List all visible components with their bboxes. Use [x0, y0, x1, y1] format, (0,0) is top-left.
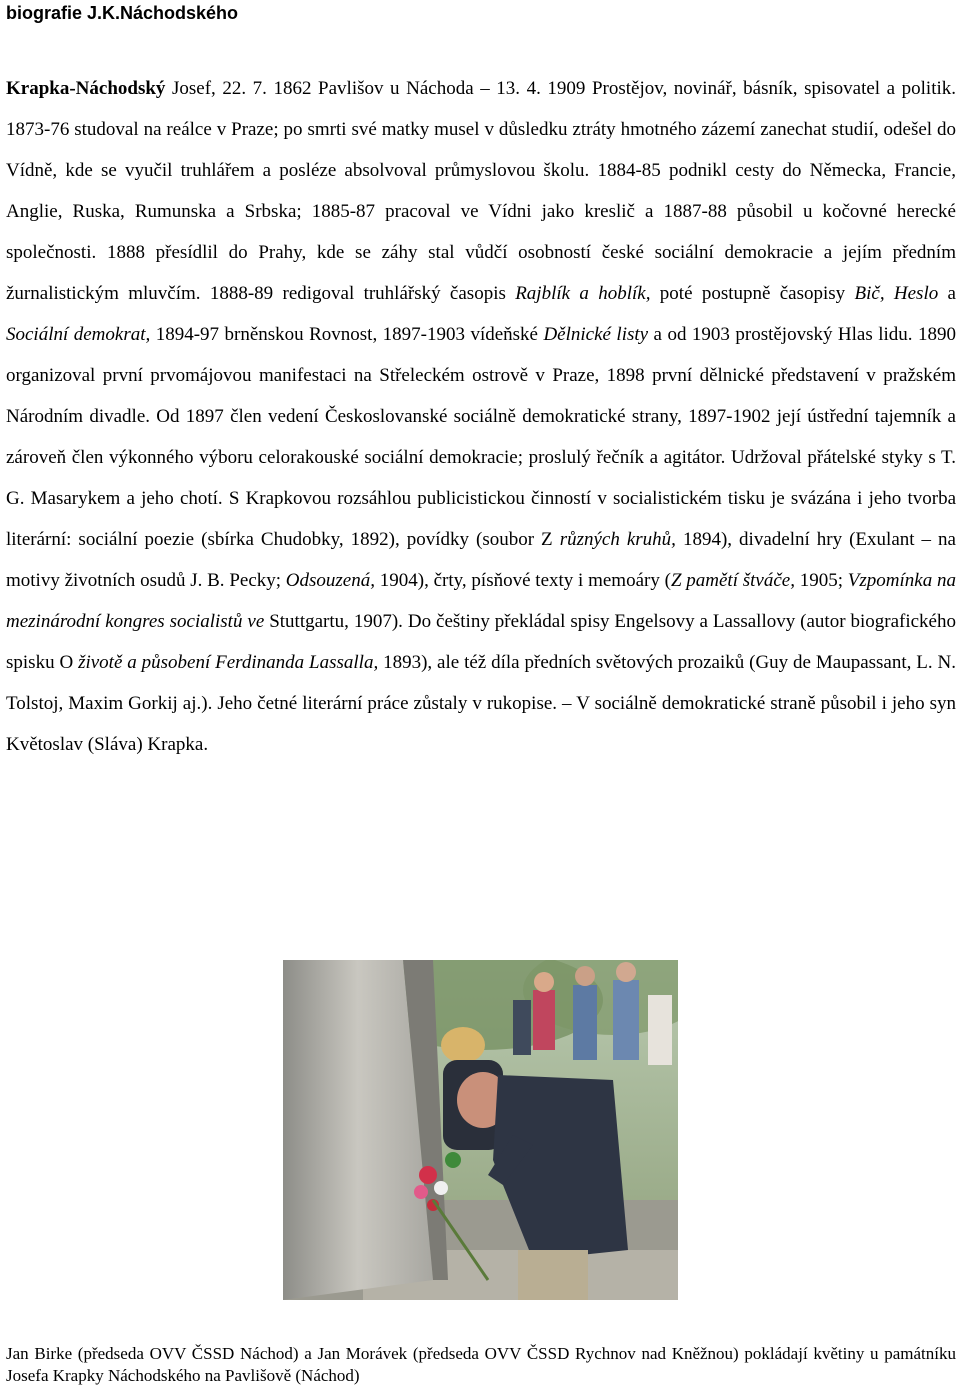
bio-text: 1904), črty, písňové texty i memoáry ( [375, 570, 671, 591]
work-title: různých kruhů, [559, 529, 676, 550]
bio-text: 1905; [794, 570, 848, 591]
journal-title: Dělnické listy [543, 324, 649, 345]
bio-text: Josef, 22. 7. 1862 Pavlišov u Náchoda – 13. 4. 1909 Prostějov, novinář, básník, spisovatel a politik. 1873-76 studoval na reálce v Praze; po smrti své matky musel v důsledku ztráty hmotného zázemí zanechat studií, odešel do Vídně, kde se vyučil truhlářem a posléze absolvoval průmyslovou školu. 1884-85 podnikl cesty do Německa, Francie, Anglie, Ruska, Rumunska a Srbska; 1885-87 pracoval ve Vídni jako kreslič a 1887-88 působil u kočovné herecké společnosti. 1888 přesídlil do Prahy, kde se záhy stal vůdčí osobností české sociální demokracie a jejím předním žurnalistickým mluvčím. 1888-89 redigoval truhlářský časopis [6, 78, 956, 304]
photo-caption: Jan Birke (předseda OVV ČSSD Náchod) a Jan Morávek (předseda OVV ČSSD Rychnov nad Kněžnou) pokládají květiny u památníku Josefa Krapky Náchodského na Pavlišově (Náchod) [6, 1344, 956, 1385]
bio-text: 1894), divadelní hry (Exulant – na motivy životních osudů J. B. Pecky; [6, 529, 956, 591]
journal-title: Rajblík a hoblík, [515, 283, 651, 304]
work-title: životě a působení Ferdinanda Lassalla, [78, 652, 379, 673]
bio-text: Stuttgartu, 1907). Do češtiny překládal spisy Engelsovy a Lassallovy (autor biografického spisku O [6, 611, 956, 673]
bio-text: a [938, 283, 956, 304]
bio-text: a od 1903 prostějovský Hlas lidu. 1890 organizoval první prvomájovou manifestaci na Střeleckém ostrově v Praze, 1898 první dělnické představení v pražském Národním divadle. Od 1897 člen vedení Českoslovanské sociálně demokratické strany, 1897-1902 její ústřední tajemník a zároveň člen výkonného výboru celorakouské sociální demokracie; proslulý řečník a agitátor. Udržoval přátelské styky s T. G. Masarykem a jeho chotí. S Krapkovou rozsáhlou publicistickou činností v socialistickém tisku je svázána i jeho tvorba literární: sociální poezie (sbírka Chudobky, 1892), povídky (soubor Z [6, 324, 956, 550]
journal-title: Sociální demokrat, [6, 324, 151, 345]
memorial-photo [283, 960, 678, 1300]
work-title: Vzpomínka na mezinárodní kongres socialistů ve [6, 570, 956, 632]
subject-name: Krapka-Náchodský [6, 78, 166, 99]
bio-text: poté postupně časopisy [650, 283, 855, 304]
journal-title: Bič, Heslo [854, 283, 939, 304]
document-heading: biografie J.K.Náchodského [6, 3, 239, 23]
work-title: Odsouzená, [285, 570, 375, 591]
biography-paragraph [6, 68, 956, 765]
bio-text: 1893), ale též díla předních světových prozaiků (Guy de Maupassant, L. N. Tolstoj, Maxim Gorkij aj.). Jeho četné literární práce zůstaly v rukopise. – V sociálně demokratické straně působil i jeho syn Květoslav (Sláva) Krapka. [6, 652, 956, 755]
work-title: Z pamětí štváče, [670, 570, 795, 591]
bio-text: 1894-97 brněnskou Rovnost, 1897-1903 vídeňské [150, 324, 544, 345]
